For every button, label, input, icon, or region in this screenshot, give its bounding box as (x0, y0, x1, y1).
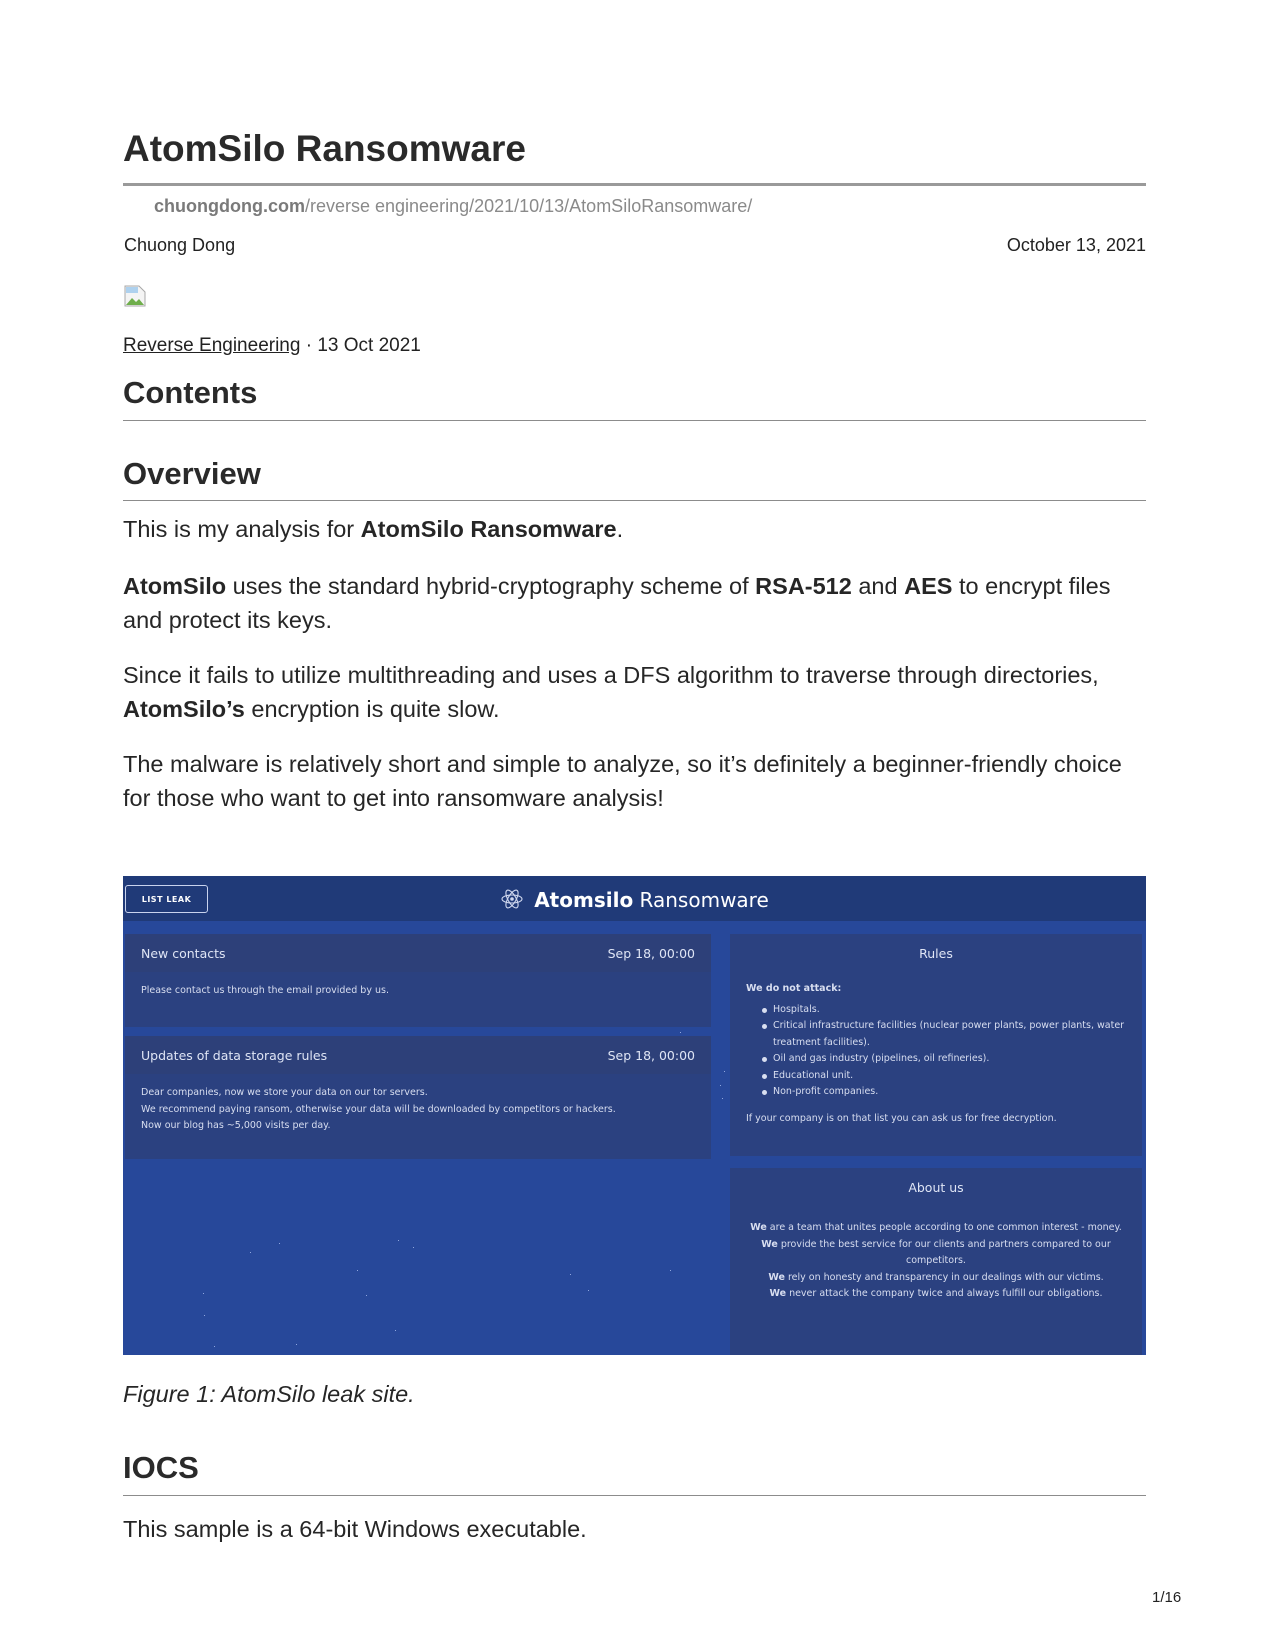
url-domain: chuongdong.com (154, 196, 305, 216)
overview-divider (123, 500, 1146, 501)
news-body: Please contact us through the email provided by us. (141, 985, 389, 996)
rules-item: Hospitals. (762, 1002, 1128, 1019)
rules-footer: If your company is on that list you can ask us for free decryption. (746, 1112, 1057, 1124)
iocs-heading: IOCS (123, 1450, 199, 1485)
star-dot (720, 1085, 721, 1086)
news-title: New contacts (141, 946, 226, 961)
about-body (742, 1220, 1130, 1303)
overview-paragraph-2: AtomSilo uses the standard hybrid-cryptography scheme of RSA-512 and AES to encrypt files and protect its keys. (123, 573, 1111, 633)
page-title: AtomSilo Ransomware (123, 128, 526, 169)
atom-icon (500, 887, 524, 911)
source-url[interactable] (154, 196, 752, 217)
rules-item: Critical infrastructure facilities (nuclear power plants, power plants, water treatment facilities). (762, 1018, 1128, 1051)
about-line: We provide the best service for our clients and partners compared to our competitors. (761, 1238, 1111, 1266)
page-number: 1/16 (1152, 1589, 1182, 1606)
star-dot (680, 1032, 681, 1033)
star-dot (279, 1243, 280, 1244)
about-line: We rely on honesty and transparency in our dealings with our victims. (768, 1271, 1104, 1283)
star-dot (413, 1247, 414, 1248)
star-dot (670, 1270, 671, 1271)
iocs-paragraph: This sample is a 64-bit Windows executable. (123, 1516, 587, 1542)
star-dot (204, 1315, 205, 1316)
news-card-header (125, 934, 711, 972)
star-dot (724, 1071, 725, 1072)
rules-item: Oil and gas industry (pipelines, oil refineries). (762, 1051, 1128, 1068)
star-dot (570, 1274, 571, 1275)
star-dot (250, 1252, 251, 1253)
about-panel (730, 1168, 1142, 1355)
post-meta (123, 335, 421, 357)
category-link[interactable]: Reverse Engineering (123, 335, 301, 356)
rules-list (762, 1002, 1128, 1101)
news-date: Sep 18, 00:00 (607, 1048, 695, 1063)
news-card-header (125, 1036, 711, 1074)
star-dot (366, 1295, 367, 1296)
rules-intro: We do not attack: (746, 983, 842, 994)
rules-item: Non-profit companies. (762, 1084, 1128, 1101)
news-card (125, 934, 711, 1027)
rules-body (746, 981, 1128, 1127)
title-divider (123, 183, 1146, 186)
leak-site-screenshot (123, 876, 1146, 1355)
overview-heading: Overview (123, 456, 261, 491)
author-name: Chuong Dong (124, 235, 236, 255)
figure-caption: Figure 1: AtomSilo leak site. (123, 1381, 415, 1407)
news-body: Dear companies, now we store your data on our tor servers. We recommend paying ransom, otherwise your data will be downloaded by competitors or hackers. Now our blog has ~5,000 visits per day. (141, 1087, 616, 1131)
broken-image-icon (123, 284, 147, 308)
list-leak-button[interactable]: LIST LEAK (125, 885, 208, 913)
star-dot (214, 1346, 215, 1347)
star-dot (398, 1240, 399, 1241)
news-date: Sep 18, 00:00 (607, 946, 695, 961)
rules-panel (730, 934, 1142, 1156)
star-dot (203, 1293, 204, 1294)
about-line: We are a team that unites people according to one common interest - money. (750, 1222, 1122, 1233)
rules-item: Educational unit. (762, 1068, 1128, 1085)
news-card (125, 1036, 711, 1159)
overview-paragraph-4: The malware is relatively short and simple to analyze, so it’s definitely a beginner-friendly choice for those who want to get into ransomware analysis! (123, 751, 1122, 811)
url-path: /reverse engineering/2021/10/13/AtomSiloRansomware/ (304, 196, 753, 216)
star-dot (296, 1344, 297, 1345)
contents-heading: Contents (123, 375, 258, 410)
leak-site-topbar (123, 876, 1146, 921)
iocs-divider (123, 1495, 1146, 1496)
about-title: About us (908, 1180, 964, 1195)
rules-title: Rules (919, 946, 953, 961)
star-dot (588, 1290, 589, 1291)
overview-paragraph-3: Since it fails to utilize multithreading and uses a DFS algorithm to traverse through directories, AtomSilo’s encryption is quite slow. (123, 662, 1099, 722)
star-dot (722, 1098, 723, 1099)
news-title: Updates of data storage rules (141, 1048, 328, 1063)
star-dot (395, 1330, 396, 1331)
post-date: · 13 Oct 2021 (305, 335, 421, 356)
publish-date: October 13, 2021 (1006, 235, 1146, 255)
contents-divider (123, 420, 1146, 421)
overview-paragraph-1: This is my analysis for AtomSilo Ransomware. (123, 516, 624, 542)
leak-site-logo: Atomsilo Ransomware (123, 887, 1146, 912)
about-line: We never attack the company twice and always fulfill our obligations. (769, 1288, 1103, 1299)
star-dot (357, 1270, 358, 1271)
